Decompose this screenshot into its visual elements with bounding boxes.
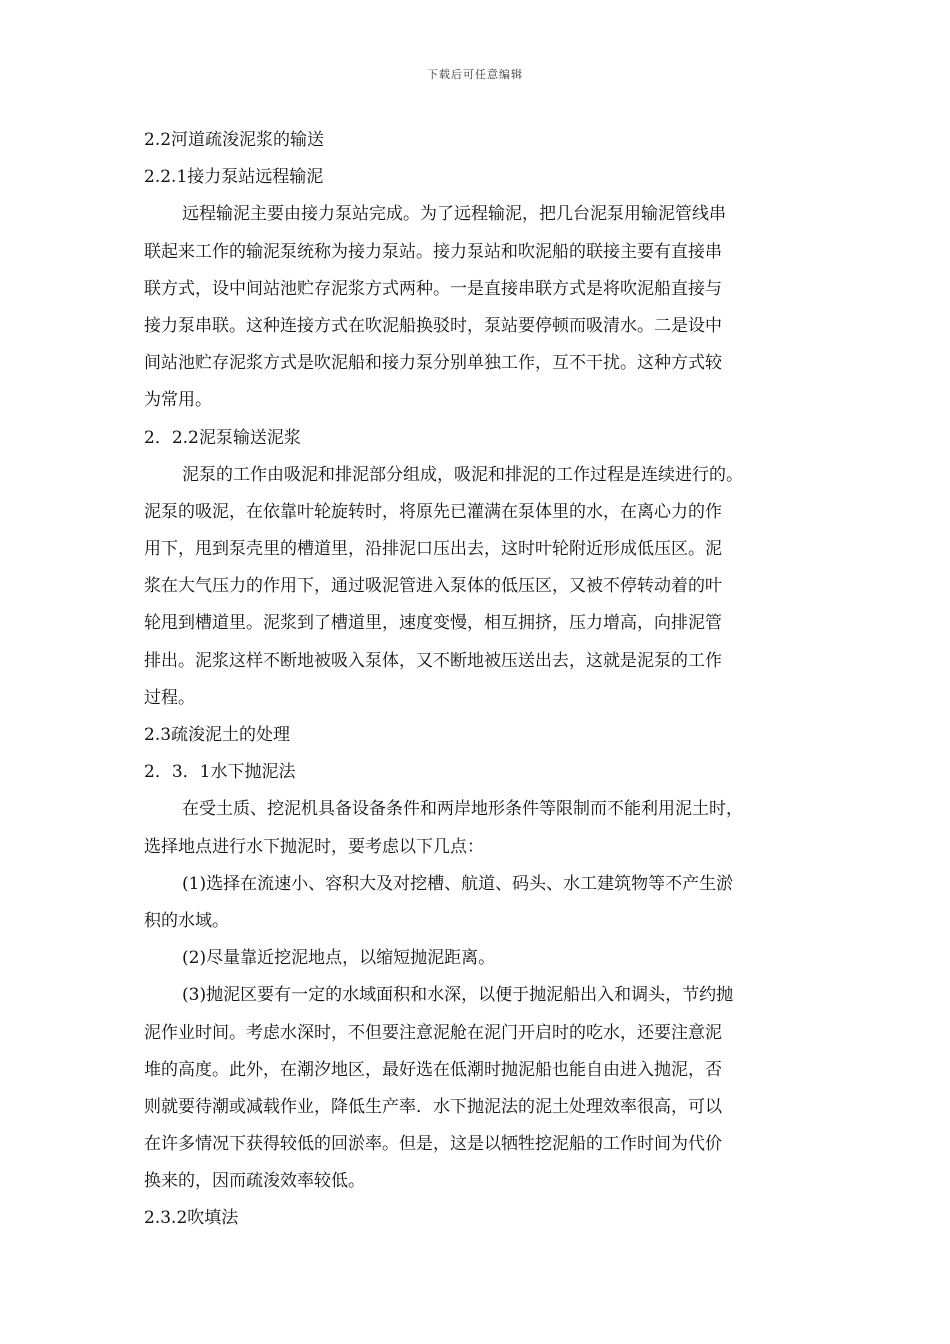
subsection-heading-2-3-2: 2.3.2吹填法 <box>144 1208 239 1229</box>
paragraph-line: 泥泵的吸泥，在依靠叶轮旋转时，将原先已灌满在泵体里的水，在离心力的作 <box>144 501 722 522</box>
subsection-heading-2-2-2: 2．2.2泥泵输送泥浆 <box>144 427 301 448</box>
list-item-3-continued: 堆的高度。此外，在潮汐地区，最好选在低潮时抛泥船也能自由进入抛泥，否 <box>144 1059 722 1080</box>
list-item-1: (1)选择在流速小、容积大及对挖槽、航道、码头、水工建筑物等不产生淤 <box>182 873 734 894</box>
paragraph-line: 远程输泥主要由接力泵站完成。为了远程输泥，把几台泥泵用输泥管线串 <box>182 204 726 225</box>
paragraph-line: 联方式，设中间站池贮存泥浆方式两种。一是直接串联方式是将吹泥船直接与 <box>144 278 722 299</box>
paragraph-line: 接力泵串联。这种连接方式在吹泥船换驳时，泵站要停顿而吸清水。二是设中 <box>144 315 722 336</box>
paragraph-line: 联起来工作的输泥泵统称为接力泵站。接力泵站和吹泥船的联接主要有直接串 <box>144 241 722 262</box>
paragraph-line: 间站池贮存泥浆方式是吹泥船和接力泵分别单独工作，互不干扰。这种方式较 <box>144 353 722 374</box>
list-item-3-continued: 换来的，因而疏浚效率较低。 <box>144 1171 365 1192</box>
subsection-heading-2-3-1: 2．3．1水下抛泥法 <box>144 762 296 783</box>
paragraph-line: 浆在大气压力的作用下，通过吸泥管进入泵体的低压区，又被不停转动着的叶 <box>144 576 722 597</box>
paragraph-line: 为常用。 <box>144 390 212 411</box>
document-body <box>144 122 814 1238</box>
list-item-3-continued: 则就要待潮或减载作业，降低生产率．水下抛泥法的泥土处理效率很高，可以 <box>144 1096 722 1117</box>
list-item-3-continued: 泥作业时间。考虑水深时，不但要注意泥舱在泥门开启时的吃水，还要注意泥 <box>144 1022 722 1043</box>
paragraph-line: 在受土质、挖泥机具备设备条件和两岸地形条件等限制而不能利用泥土时， <box>182 799 743 820</box>
paragraph-line: 用下，甩到泵壳里的槽道里，沿排泥口压出去，这时叶轮附近形成低压区。泥 <box>144 539 722 560</box>
paragraph-line: 轮甩到槽道里。泥浆到了槽道里，速度变慢，相互拥挤，压力增高，向排泥管 <box>144 613 722 634</box>
list-item-1-continued: 积的水域。 <box>144 910 229 931</box>
list-item-3-continued: 在许多情况下获得较低的回淤率。但是，这是以牺牲挖泥船的工作时间为代价 <box>144 1134 722 1155</box>
section-heading-2-3: 2.3疏浚泥土的处理 <box>144 725 291 745</box>
subsection-heading-2-2-1: 2.2.1接力泵站远程输泥 <box>144 167 324 188</box>
list-item-2: (2)尽量靠近挖泥地点，以缩短抛泥距离。 <box>182 948 496 969</box>
section-heading-2-2: 2.2河道疏浚泥浆的输送 <box>144 130 325 150</box>
list-item-3: (3)抛泥区要有一定的水域面积和水深，以便于抛泥船出入和调头，节约抛 <box>182 985 734 1006</box>
paragraph-line: 泥泵的工作由吸泥和排泥部分组成，吸泥和排泥的工作过程是连续进行的。 <box>182 464 743 485</box>
paragraph-line: 过程。 <box>144 687 195 708</box>
header-note: 下载后可任意编辑 <box>427 68 523 81</box>
paragraph-line: 选择地点进行水下抛泥时，要考虑以下几点： <box>144 836 484 857</box>
paragraph-line: 排出。泥浆这样不断地被吸入泵体，又不断地被压送出去，这就是泥泵的工作 <box>144 650 722 671</box>
